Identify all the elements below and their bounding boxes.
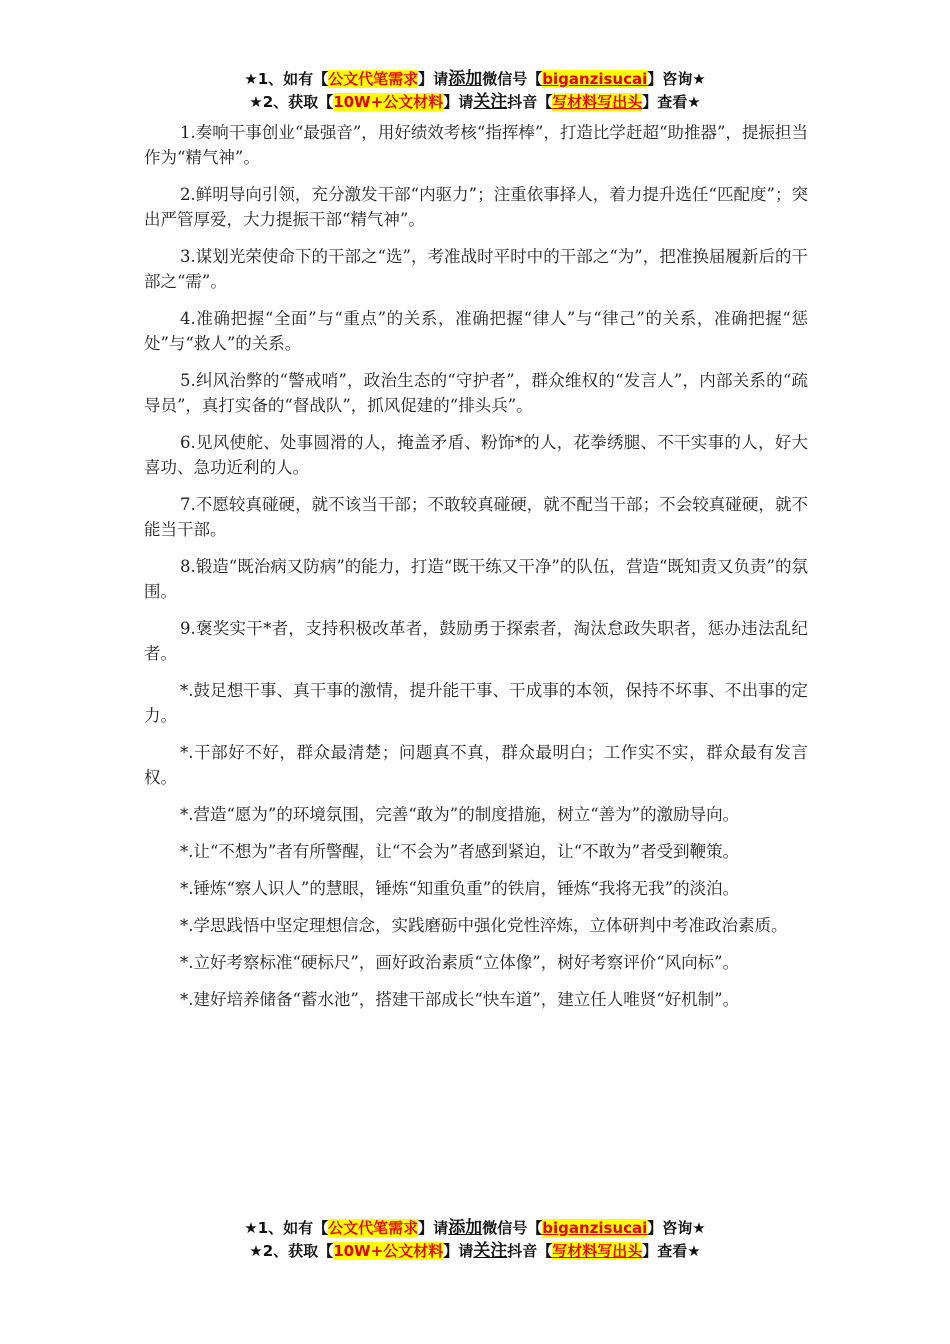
paragraph-1: 1.奏响干事创业“最强音”，用好绩效考核“指挥棒”，打造比学赶超“助推器”，提振担当作为“精气神”。: [144, 123, 808, 167]
star-icon: ★: [687, 1242, 701, 1260]
banner-line-1: ★1、如有【公文代笔需求】请添加微信号【biganzisucai】咨询★: [244, 69, 706, 89]
paragraph-3: 3.谋划光荣使命下的干部之“选”，考准战时平时中的干部之“为”，把准换届履新后的干部之“需”。: [144, 247, 808, 291]
paragraph-7: 7.不愿较真碰硬，就不该当干部；不敢较真碰硬，就不配当干部；不会较真碰硬，就不能当干部。: [144, 495, 808, 539]
paragraph-15: *.学思践悟中坚定理想信念，实践磨砺中强化党性淬炼，立体研判中考准政治素质。: [180, 916, 788, 935]
highlight-materials: 10W+公文材料: [333, 1242, 444, 1260]
star-icon: ★: [249, 93, 263, 111]
paragraph-9: 9.褒奖实干*者，支持积极改革者，鼓励勇于探索者，淘汰怠政失职者，惩办违法乱纪者。: [144, 619, 808, 663]
douyin-account[interactable]: 写材料写出头: [552, 93, 643, 111]
paragraph-11: *.干部好不好，群众最清楚；问题真不真，群众最明白；工作实不实，群众最有发言权。: [144, 743, 808, 787]
highlight-materials: 10W+公文材料: [333, 93, 444, 111]
bottom-banner: [0, 1217, 950, 1263]
highlight-service: 公文代笔需求: [328, 70, 419, 88]
banner-line-2: ★2、获取【10W+公文材料】请关注抖音【写材料写出头】查看★: [249, 1241, 701, 1261]
paragraph-10: *.鼓足想干事、真干事的激情，提升能干事、干成事的本领，保持不坏事、不出事的定力。: [144, 681, 808, 725]
paragraph-17: *.建好培养储备“蓄水池”，搭建干部成长“快车道”，建立任人唯贤“好机制”。: [180, 990, 740, 1009]
douyin-account[interactable]: 写材料写出头: [552, 1242, 643, 1260]
paragraph-14: *.锤炼“察人识人”的慧眼，锤炼“知重负重”的铁肩，锤炼“我将无我”的淡泊。: [180, 879, 740, 898]
star-icon: ★: [244, 70, 258, 88]
star-icon: ★: [249, 1242, 263, 1260]
wechat-id[interactable]: biganzisucai: [542, 70, 648, 88]
banner-line-2: ★2、获取【10W+公文材料】请关注抖音【写材料写出头】查看★: [249, 92, 701, 112]
top-banner: [0, 68, 950, 114]
paragraph-13: *.让“不想为”者有所警醒，让“不会为”者感到紧迫，让“不敢为”者受到鞭策。: [180, 842, 740, 861]
paragraph-5: 5.纠风治弊的“警戒哨”，政治生态的“守护者”，群众维权的“发言人”，内部关系的“疏导员”，真打实备的“督战队”，抓风促建的“排头兵”。: [144, 371, 808, 415]
paragraph-6: 6.见风使舵、处事圆滑的人，掩盖矛盾、粉饰*的人，花拳绣腿、不干实事的人，好大喜功、急功近利的人。: [144, 433, 808, 477]
banner-line-1: ★1、如有【公文代笔需求】请添加微信号【biganzisucai】咨询★: [244, 1218, 706, 1238]
star-icon: ★: [244, 1219, 258, 1237]
paragraph-16: *.立好考察标准“硬标尺”，画好政治素质“立体像”，树好考察评价“风向标”。: [180, 953, 740, 972]
star-icon: ★: [687, 93, 701, 111]
star-icon: ★: [692, 1219, 706, 1237]
paragraph-8: 8.锻造“既治病又防病”的能力，打造“既干练又干净”的队伍，营造“既知责又负责”的氛围。: [144, 557, 808, 601]
star-icon: ★: [692, 70, 706, 88]
paragraph-4: 4.准确把握“全面”与“重点”的关系，准确把握“律人”与“律己”的关系，准确把握“惩处”与“救人”的关系。: [144, 309, 808, 353]
paragraph-12: *.营造“愿为”的环境氛围，完善“敢为”的制度措施，树立“善为”的激励导向。: [180, 805, 740, 824]
wechat-id[interactable]: biganzisucai: [542, 1219, 648, 1237]
highlight-service: 公文代笔需求: [328, 1219, 419, 1237]
paragraph-2: 2.鲜明导向引领，充分激发干部“内驱力”；注重依事择人，着力提升选任“匹配度”；突出严管厚爱，大力提振干部“精气神”。: [144, 185, 808, 229]
document-body: [144, 120, 808, 1024]
